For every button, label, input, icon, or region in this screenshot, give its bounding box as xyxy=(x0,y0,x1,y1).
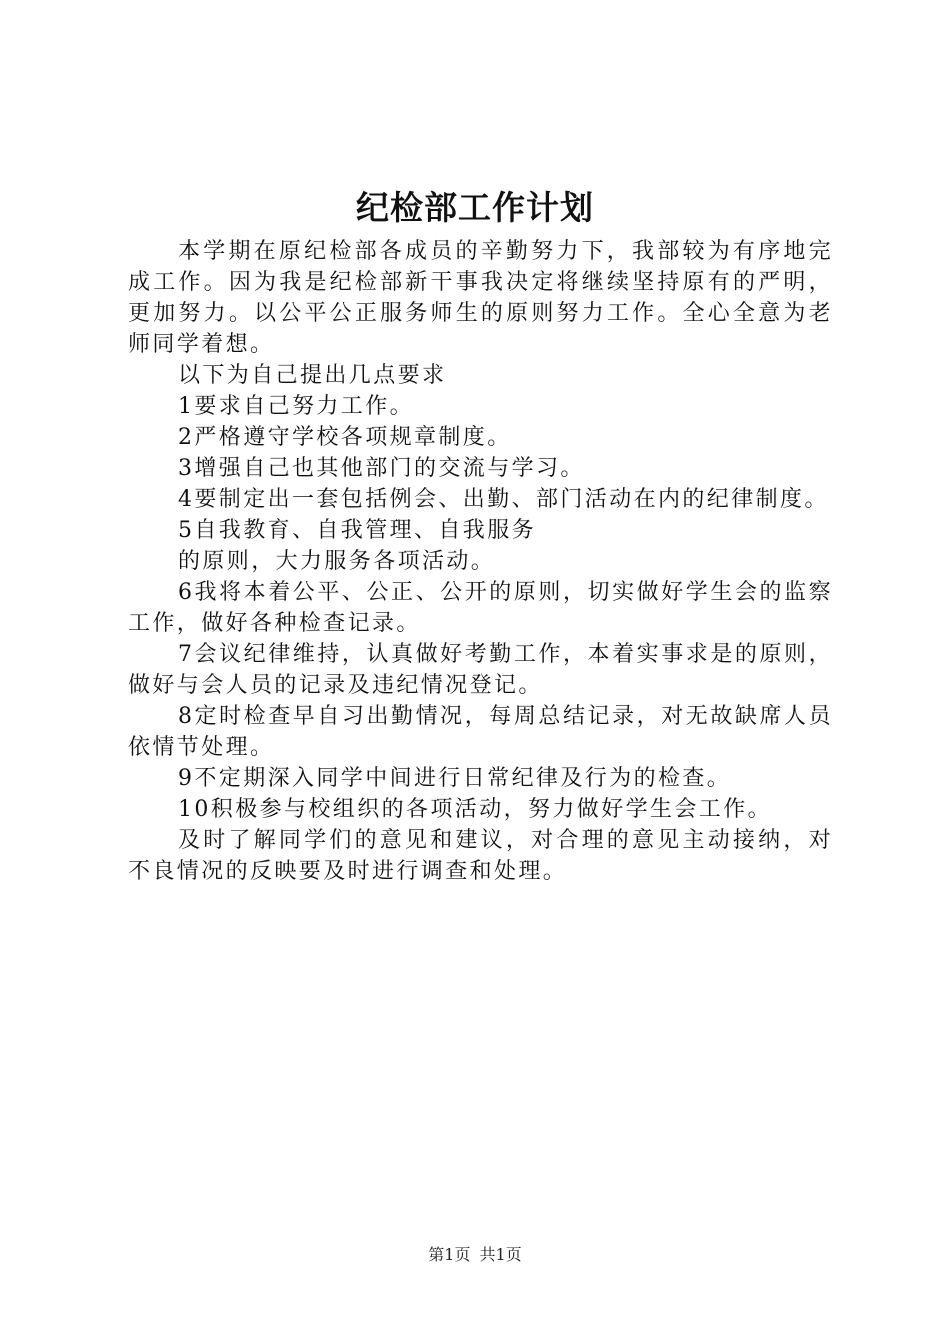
page-number: 第1页 xyxy=(428,1245,471,1264)
paragraph-item-7: 7会议纪律维持，认真做好考勤工作，本着实事求是的原则，做好与会人员的记录及违纪情况登记。 xyxy=(128,642,833,698)
paragraph-item-3: 3增强自己也其他部门的交流与学习。 xyxy=(178,456,585,481)
paragraph-item-5: 5自我教育、自我管理、自我服务 xyxy=(178,518,536,543)
paragraph-item-4: 4要制定出一套包括例会、出勤、部门活动在内的纪律制度。 xyxy=(178,487,829,512)
paragraph-item-10: 10积极参与校组织的各项活动，努力做好学生会工作。 xyxy=(178,797,772,822)
paragraph-item-2: 2严格遵守学校各项规章制度。 xyxy=(178,425,512,450)
page-total: 共1页 xyxy=(479,1245,522,1264)
paragraph-item-1: 1要求自己努力工作。 xyxy=(178,394,414,419)
paragraph-closing: 及时了解同学们的意见和建议，对合理的意见主动接纳，对不良情况的反映要及时进行调查和处理。 xyxy=(128,828,833,884)
paragraph-item-8: 8定时检查早自习出勤情况，每周总结记录，对无故缺席人员依情节处理。 xyxy=(128,704,833,760)
paragraph-item-5-continued: 的原则，大力服务各项活动。 xyxy=(178,549,496,574)
paragraph-item-6: 6我将本着公平、公正、公开的原则，切实做好学生会的监察工作，做好各种检查记录。 xyxy=(128,580,833,636)
paragraph-intro: 本学期在原纪检部各成员的辛勤努力下，我部较为有序地完成工作。因为我是纪检部新干事我决定将继续坚持原有的严明，更加努力。以公平公正服务师生的原则努力工作。全心全意为老师同学着想。 xyxy=(128,239,833,357)
paragraph-requirements-heading: 以下为自己提出几点要求 xyxy=(178,363,447,388)
page-footer xyxy=(0,1244,950,1266)
document-body xyxy=(128,236,833,887)
paragraph-item-9: 9不定期深入同学中间进行日常纪律及行为的检查。 xyxy=(178,766,732,791)
document-title: 纪检部工作计划 xyxy=(356,188,594,227)
